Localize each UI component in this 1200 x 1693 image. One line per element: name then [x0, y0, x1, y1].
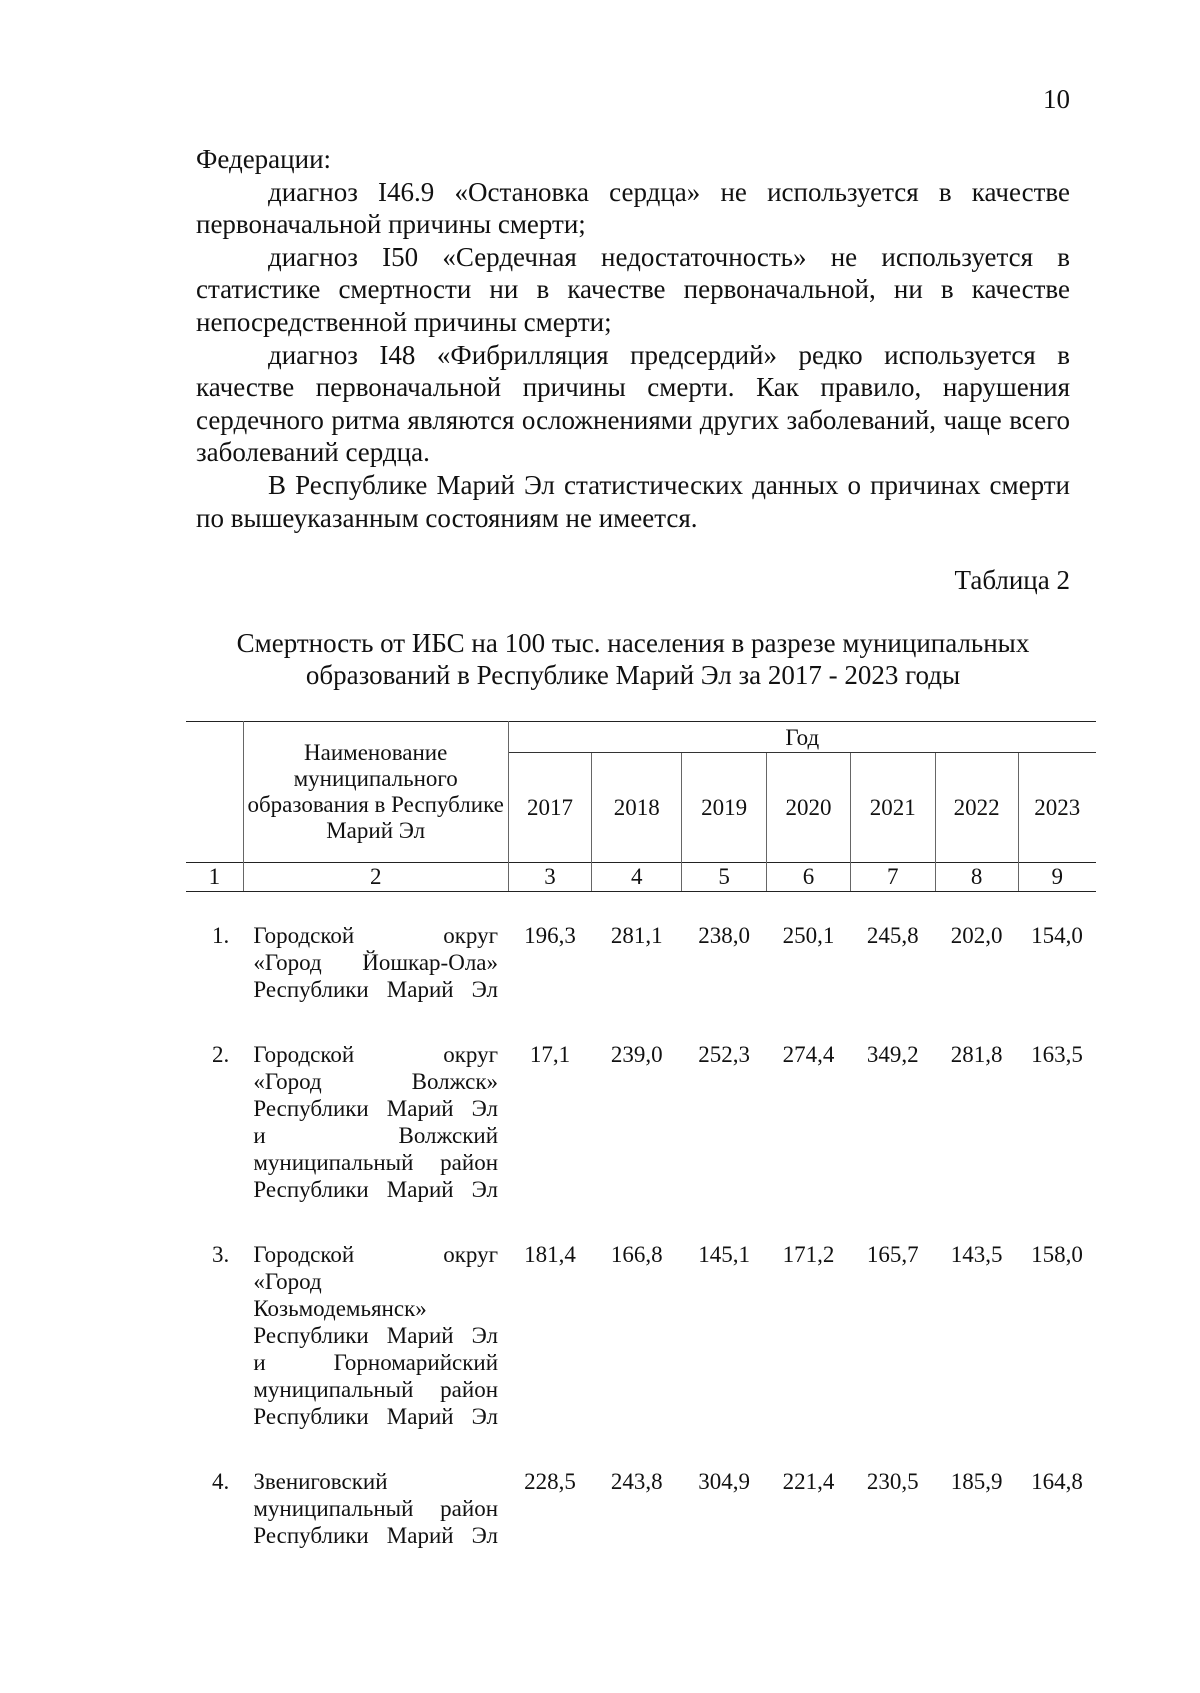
header-number-cell	[186, 722, 243, 863]
mortality-value: 143,5	[950, 1242, 1003, 1267]
mortality-value: 181,4	[524, 1242, 576, 1267]
page-number: 10	[1043, 84, 1070, 114]
municipality-name-line: Республики Марий Эл	[253, 1523, 499, 1548]
mortality-value: 274,4	[782, 1042, 835, 1067]
mortality-value: 185,9	[950, 1469, 1003, 1494]
header-year: 2020	[767, 753, 851, 863]
municipality-name	[243, 1213, 508, 1440]
mortality-value: 243,8	[610, 1469, 663, 1494]
municipality-name-line: муниципальный район	[253, 1377, 499, 1402]
municipality-name	[243, 1440, 508, 1559]
mortality-value: 252,3	[698, 1042, 750, 1067]
mortality-value: 171,2	[782, 1242, 835, 1267]
table-body	[186, 892, 1096, 1560]
municipality-name-line: Республики Марий Эл	[253, 977, 499, 1002]
table-row	[186, 892, 1096, 1014]
municipality-name-line: Звениговский	[253, 1469, 388, 1494]
mortality-value: 250,1	[782, 923, 835, 948]
municipality-name-line: и Горномарийский	[253, 1350, 499, 1375]
header-year: 2022	[935, 753, 1018, 863]
header-year: 2023	[1034, 795, 1081, 820]
mortality-value: 281,1	[610, 923, 663, 948]
mortality-value: 304,9	[698, 1469, 750, 1494]
header-index: 6	[767, 863, 851, 892]
mortality-value: 349,2	[866, 1042, 919, 1067]
municipality-name-line: Городской округ	[253, 1042, 499, 1067]
mortality-value: 165,7	[866, 1242, 919, 1267]
municipality-name-line: Республики Марий Эл	[253, 1404, 499, 1429]
mortality-value: 245,8	[866, 923, 919, 948]
row-number: 2.	[212, 1042, 230, 1067]
header-index: 1	[186, 863, 243, 892]
mortality-value: 221,4	[782, 1469, 835, 1494]
body-text	[196, 143, 1070, 534]
row-number: 3.	[212, 1242, 230, 1267]
municipality-name-line: Городской округ	[253, 923, 499, 948]
mortality-value: 166,8	[610, 1242, 663, 1267]
paragraph: В Республике Марий Эл статистических данных о причинах смерти по вышеуказанным состояниям не имеется.	[196, 469, 1070, 533]
mortality-value: 145,1	[698, 1242, 750, 1267]
mortality-value: 230,5	[866, 1469, 919, 1494]
municipality-name-line: муниципальный район	[253, 1150, 499, 1175]
mortality-value: 164,8	[1031, 1469, 1083, 1494]
mortality-value: 228,5	[524, 1469, 576, 1494]
table-row	[186, 1013, 1096, 1213]
header-index: 3	[508, 863, 592, 892]
row-number: 4.	[212, 1469, 230, 1494]
municipality-name-line: Республики Марий Эл	[253, 1177, 499, 1202]
header-year: 2019	[682, 753, 767, 863]
mortality-value: 163,5	[1031, 1042, 1083, 1067]
header-index: 4	[592, 863, 682, 892]
mortality-value: 158,0	[1031, 1242, 1083, 1267]
header-index: 8	[935, 863, 1018, 892]
municipality-name	[243, 1013, 508, 1213]
header-year-group: Год	[508, 722, 1096, 753]
table-title-line: Смертность от ИБС на 100 тыс. населения в разрезе муниципальных	[236, 628, 1030, 658]
mortality-value: 196,3	[524, 923, 576, 948]
header-year: 2017	[508, 753, 592, 863]
municipality-name-line: «Город Йошкар-Ола»	[253, 950, 499, 975]
mortality-table	[186, 721, 1096, 1559]
header-year: 2018	[592, 753, 682, 863]
header-year: 2021	[850, 753, 935, 863]
mortality-value: 281,8	[950, 1042, 1003, 1067]
paragraph: Федерации:	[196, 144, 332, 174]
table-title-line: образований в Республике Марий Эл за 2017 - 2023 годы	[305, 660, 961, 690]
table-row	[186, 1213, 1096, 1440]
municipality-name-line: Республики Марий Эл	[253, 1096, 499, 1121]
header-index: 7	[850, 863, 935, 892]
paragraph: диагноз I48 «Фибрилляция предсердий» редко используется в качестве первоначальной причины смерти. Как правило, нарушения сердечного ритма являются осложнениями других заболеваний, чаще всего заболеваний сердца.	[196, 339, 1070, 468]
mortality-value: 154,0	[1031, 923, 1083, 948]
paragraph: диагноз I46.9 «Остановка сердца» не используется в качестве первоначальной причины смерти;	[196, 176, 1070, 240]
municipality-name-line: Республики Марий Эл	[253, 1323, 499, 1348]
mortality-value: 202,0	[950, 923, 1003, 948]
header-index: 9	[1018, 863, 1096, 892]
header-index: 2	[243, 863, 508, 892]
table-title	[196, 627, 1070, 691]
mortality-value: 17,1	[529, 1042, 571, 1067]
row-number: 1.	[212, 923, 230, 948]
municipality-name-line: муниципальный район	[253, 1496, 499, 1521]
municipality-name-line: и Волжский	[253, 1123, 499, 1148]
table-label: Таблица 2	[954, 565, 1070, 595]
header-name-cell: Наименование муниципального образования в Республике Марий Эл	[243, 722, 508, 863]
municipality-name-line: Городской округ	[253, 1242, 499, 1267]
header-index: 5	[682, 863, 767, 892]
table-row	[186, 1440, 1096, 1559]
mortality-value: 238,0	[698, 923, 750, 948]
municipality-name-line: «Город Волжск»	[253, 1069, 499, 1094]
paragraph: диагноз I50 «Сердечная недостаточность» не используется в статистике смертности ни в качестве первоначальной, ни в качестве непосредственной причины смерти;	[196, 241, 1070, 337]
municipality-name	[243, 892, 508, 1014]
municipality-name-line: «Город	[253, 1269, 322, 1294]
municipality-name-line: Козьмодемьянск»	[253, 1296, 427, 1321]
mortality-value: 239,0	[610, 1042, 663, 1067]
